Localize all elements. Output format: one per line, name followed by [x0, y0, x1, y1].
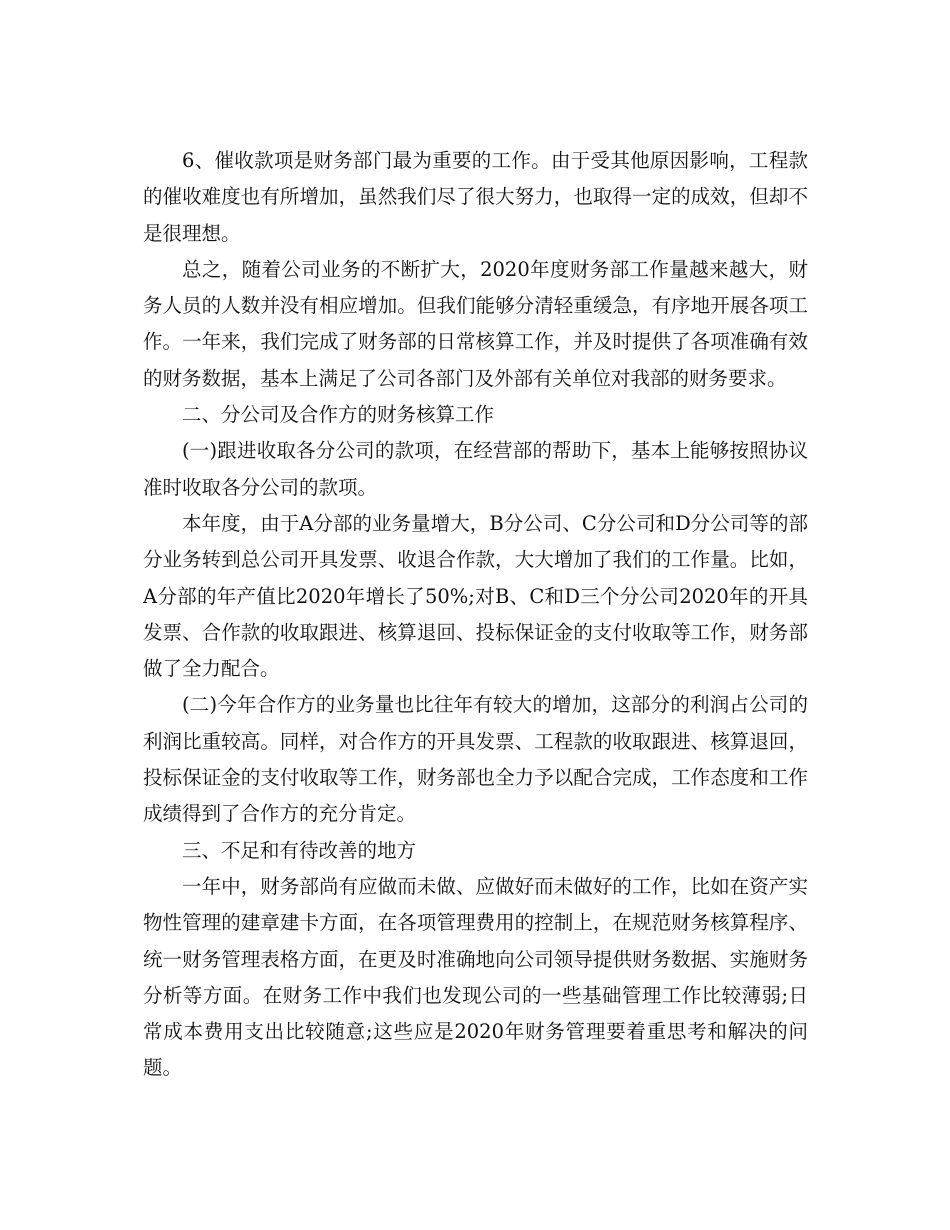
- paragraph-branch-collection: (一)跟进收取各分公司的款项，在经营部的帮助下，基本上能够按照协议准时收取各分公司的款项。: [143, 439, 808, 499]
- section-heading-shortcomings: 三、不足和有待改善的地方: [182, 838, 417, 862]
- section-heading-branch-accounting: 二、分公司及合作方的财务核算工作: [182, 403, 495, 427]
- paragraph-summary: 总之，随着公司业务的不断扩大，2020年度财务部工作量越来越大，财务人员的人数并没有相应增加。但我们能够分清轻重缓急，有序地开展各项工作。一年来，我们完成了财务部的日常核算工作，并及时提供了各项准确有效的财务数据，基本上满足了公司各部门及外部有关单位对我部的财务要求。: [143, 257, 808, 390]
- document-body: [143, 143, 808, 1087]
- paragraph-partner-business: (二)今年合作方的业务量也比往年有较大的增加，这部分的利润占公司的利润比重较高。同样，对合作方的开具发票、工程款的收取跟进、核算退回，投标保证金的支付收取等工作，财务部也全力予以配合完成，工作态度和工作成绩得到了合作方的充分肯定。: [143, 693, 808, 826]
- paragraph-collection-difficulty: 6、催收款项是财务部门最为重要的工作。由于受其他原因影响，工程款的催收难度也有所增加，虽然我们尽了很大努力，也取得一定的成效，但却不是很理想。: [143, 149, 808, 245]
- paragraph-workload-increase: 本年度，由于A分部的业务量增大，B分公司、C分公司和D分公司等的部分业务转到总公司开具发票、收退合作款，大大增加了我们的工作量。比如，A分部的年产值比2020年增长了50%;对B、C和D三个分公司2020年的开具发票、合作款的收取跟进、核算退回、投标保证金的支付收取等工作，财务部做了全力配合。: [143, 511, 808, 681]
- paragraph-shortcomings-detail: 一年中，财务部尚有应做而未做、应做好而未做好的工作，比如在资产实物性管理的建章建卡方面，在各项管理费用的控制上，在规范财务核算程序、统一财务管理表格方面，在更及时准确地向公司领导提供财务数据、实施财务分析等方面。在财务工作中我们也发现公司的一些基础管理工作比较薄弱;日常成本费用支出比较随意;这些应是2020年财务管理要着重思考和解决的问题。: [143, 874, 808, 1080]
